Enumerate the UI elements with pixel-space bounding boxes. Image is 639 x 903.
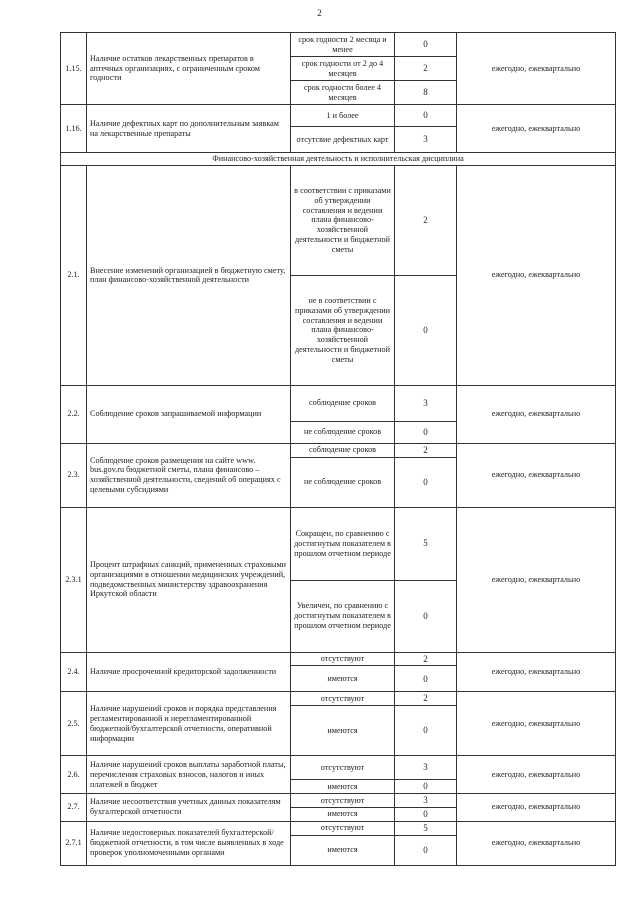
frequency: ежегодно, ежеквартально — [457, 692, 616, 756]
score: 8 — [395, 81, 457, 105]
row-number: 1.15. — [61, 33, 87, 105]
table-row — [61, 821, 616, 835]
criterion: имеются — [291, 807, 395, 821]
row-number: 2.5. — [61, 692, 87, 756]
criterion: имеются — [291, 706, 395, 756]
row-description: Наличие дефектных карт по дополнительным заявкам на лекарственные препараты — [87, 105, 291, 153]
criterion: не соблюдение сроков — [291, 457, 395, 507]
table-row — [61, 794, 616, 808]
criterion: срок годности 2 месяца и менее — [291, 33, 395, 57]
criterion: имеются — [291, 835, 395, 865]
score: 2 — [395, 692, 457, 706]
criterion: в соответствии с приказами об утверждении составления и ведении плана финансово-хозяйственной деятельности и бюджетной сметы — [291, 165, 395, 275]
criterion: отсутствуют — [291, 692, 395, 706]
row-number: 2.3.1 — [61, 507, 87, 652]
frequency: ежегодно, ежеквартально — [457, 105, 616, 153]
score: 0 — [395, 275, 457, 385]
score: 3 — [395, 127, 457, 153]
criterion: 1 и более — [291, 105, 395, 127]
row-description: Наличие просроченной кредиторской задолженности — [87, 652, 291, 692]
page-number: 2 — [317, 8, 322, 18]
score: 0 — [395, 421, 457, 443]
criterion: срок годности более 4 месяцев — [291, 81, 395, 105]
frequency: ежегодно, ежеквартально — [457, 385, 616, 443]
criterion: имеются — [291, 666, 395, 692]
table-row — [61, 652, 616, 666]
score: 2 — [395, 57, 457, 81]
table-row — [61, 153, 616, 166]
table-row — [61, 385, 616, 421]
criterion: срок годности от 2 до 4 месяцев — [291, 57, 395, 81]
criterion: отсутствуют — [291, 821, 395, 835]
criteria-table — [60, 32, 616, 866]
row-number: 2.1. — [61, 165, 87, 385]
score: 0 — [395, 457, 457, 507]
row-description: Наличие нарушений сроков выплаты заработной платы, перечисления страховых взносов, налогов и иных платежей в бюджет — [87, 756, 291, 794]
frequency: ежегодно, ежеквартально — [457, 756, 616, 794]
frequency: ежегодно, ежеквартально — [457, 794, 616, 822]
row-number: 2.4. — [61, 652, 87, 692]
score: 5 — [395, 507, 457, 580]
row-description: Соблюдение сроков размещения на сайте www. bus.gov.ru бюджетной сметы, плана финансово – хозяйственной деятельности, сведений об операциях с целевыми субсидиями — [87, 443, 291, 507]
row-number: 2.2. — [61, 385, 87, 443]
criterion: Увеличен, по сравнению с достигнутым показателем в прошлом отчетном периоде — [291, 580, 395, 652]
score: 3 — [395, 385, 457, 421]
row-number: 2.7. — [61, 794, 87, 822]
score: 0 — [395, 666, 457, 692]
frequency: ежегодно, ежеквартально — [457, 652, 616, 692]
table-row — [61, 105, 616, 127]
score: 5 — [395, 821, 457, 835]
criterion: отсутствуют — [291, 652, 395, 666]
score: 2 — [395, 165, 457, 275]
score: 0 — [395, 835, 457, 865]
row-description: Соблюдение сроков запрашиваемой информации — [87, 385, 291, 443]
row-description: Наличие нарушений сроков и порядка представления регламентированной и нерегламентированной бюджетной/бухгалтерской отчетности, оперативной информации — [87, 692, 291, 756]
frequency: ежегодно, ежеквартально — [457, 33, 616, 105]
frequency: ежегодно, ежеквартально — [457, 443, 616, 507]
table-row — [61, 692, 616, 706]
criterion: соблюдение сроков — [291, 385, 395, 421]
row-description: Внесение изменений организацией в бюджетную смету, план финансово-хозяйственной деятельности — [87, 165, 291, 385]
table-row — [61, 756, 616, 780]
row-number: 2.3. — [61, 443, 87, 507]
score: 0 — [395, 580, 457, 652]
criterion: отсутсвие дефектных карт — [291, 127, 395, 153]
score: 3 — [395, 794, 457, 808]
score: 3 — [395, 756, 457, 780]
table-row — [61, 33, 616, 57]
section-heading: Финансово-хозяйственная деятельность и исполнительская дисциплина — [61, 153, 616, 166]
criterion: не в соответствии с приказами об утверждении составления и ведении плана финансово-хозяйственной деятельности и бюджетной сметы — [291, 275, 395, 385]
score: 0 — [395, 807, 457, 821]
frequency: ежегодно, ежеквартально — [457, 821, 616, 865]
row-number: 2.6. — [61, 756, 87, 794]
table-row — [61, 165, 616, 275]
table-row — [61, 443, 616, 457]
score: 0 — [395, 706, 457, 756]
criterion: не соблюдение сроков — [291, 421, 395, 443]
frequency: ежегодно, ежеквартально — [457, 165, 616, 385]
score: 0 — [395, 105, 457, 127]
score: 2 — [395, 443, 457, 457]
criterion: соблюдение сроков — [291, 443, 395, 457]
row-description: Процент штрафных санкций, примененных страховыми организациями в отношении медицинских учреждений, подведомственных министерству здравоохранения Иркутской области — [87, 507, 291, 652]
table-row — [61, 507, 616, 580]
score: 2 — [395, 652, 457, 666]
row-number: 2.7.1 — [61, 821, 87, 865]
criterion: отсутствуют — [291, 794, 395, 808]
criterion: имеются — [291, 780, 395, 794]
score: 0 — [395, 33, 457, 57]
row-description: Наличие недостоверных показателей бухгалтерской/бюджетной отчетности, в том числе выявленных в ходе проверок уполномоченными органами — [87, 821, 291, 865]
criterion: отсутствуют — [291, 756, 395, 780]
row-number: 1.16. — [61, 105, 87, 153]
frequency: ежегодно, ежеквартально — [457, 507, 616, 652]
row-description: Наличие несоответствия учетных данных показателям бухгалтерской отчетности — [87, 794, 291, 822]
criterion: Сокращен, по сравнению с достигнутым показателем в прошлом отчетном периоде — [291, 507, 395, 580]
row-description: Наличие остатков лекарственных препаратов в аптечных организациях, с ограниченным сроком годности — [87, 33, 291, 105]
score: 0 — [395, 780, 457, 794]
